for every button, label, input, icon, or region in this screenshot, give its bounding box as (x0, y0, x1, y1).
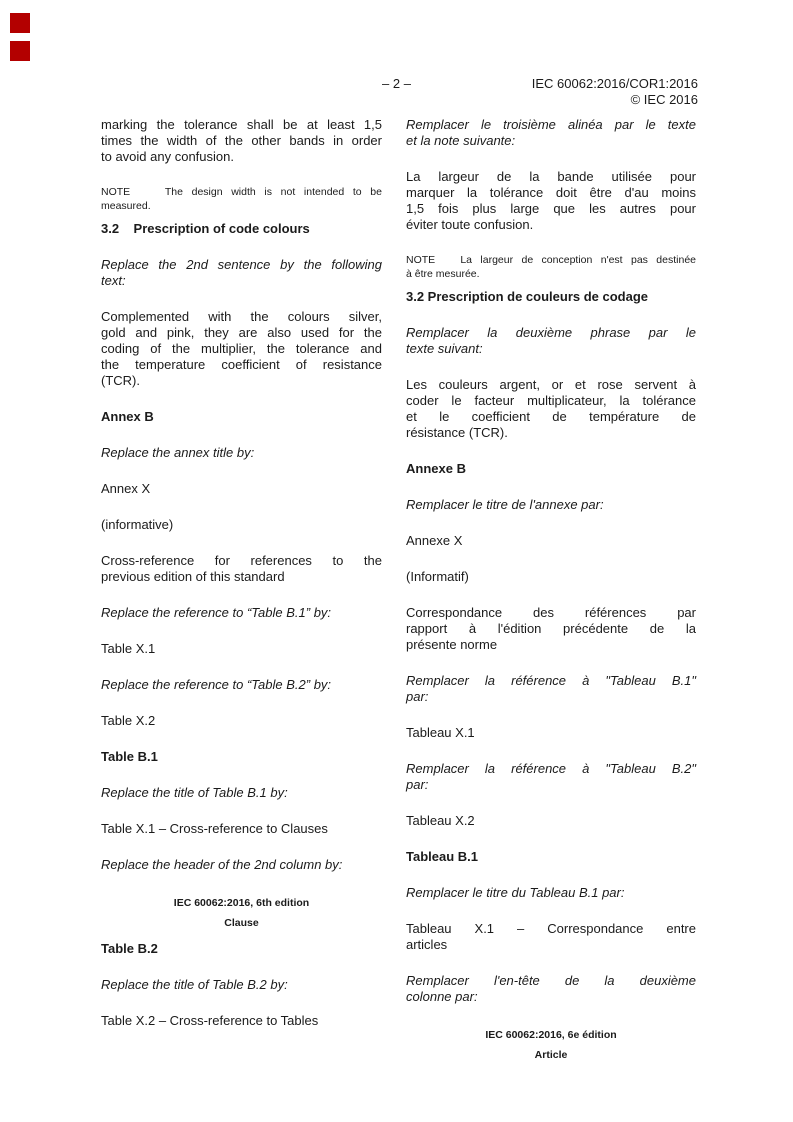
text-line: Annex X (101, 481, 151, 496)
paragraph (101, 1013, 382, 1029)
text-line: rapport à l'édition précédente de la (406, 621, 696, 636)
text-line: 1,5 fois plus large que les autres pour (406, 201, 696, 216)
text-line: Les couleurs argent, or et rose servent à (406, 377, 696, 392)
text-line: Table X.2 (101, 713, 156, 728)
text-line: Remplacer le troisième alinéa par le texte (406, 117, 696, 132)
text-line: présente norme (406, 637, 498, 652)
paragraph (101, 713, 382, 729)
text-line: NOTE The design width is not intended to be (101, 186, 382, 198)
text-line: Correspondance des références par (406, 605, 696, 620)
paragraph (406, 569, 696, 585)
annex-table-heading (406, 461, 696, 477)
text-line: Table X.2 – Cross-reference to Tables (101, 1013, 319, 1028)
editorial-instruction (101, 257, 382, 289)
text-line: (informative) (101, 517, 174, 532)
document-reference: IEC 60062:2016/COR1:2016 (531, 76, 698, 91)
text-line: Table B.2 (101, 941, 158, 956)
text-line: 3.2 Prescription de couleurs de codage (406, 289, 649, 304)
editorial-instruction (101, 605, 382, 621)
text-line: Annex B (101, 409, 154, 424)
text-line: Remplacer la référence à "Tableau B.1" (406, 673, 696, 688)
section-heading (406, 289, 696, 305)
text-line: (TCR). (101, 373, 140, 388)
text-line: marking the tolerance shall be at least 1,5 (101, 117, 382, 132)
text-line: colonne par: (406, 989, 478, 1004)
paragraph (101, 821, 382, 837)
editorial-instruction (406, 325, 696, 357)
text-line: coding of the multiplier, the tolerance and (101, 341, 382, 356)
paragraph (406, 169, 696, 233)
text-line: measured. (101, 200, 151, 212)
text-line: texte suivant: (406, 341, 483, 356)
french-column (406, 117, 696, 1073)
text-line: Cross-reference for references to the (101, 553, 382, 568)
text-line: Annexe X (406, 533, 463, 548)
paragraph (101, 481, 382, 497)
paragraph (406, 605, 696, 653)
text-line: Article (534, 1049, 568, 1061)
editorial-instruction (406, 761, 696, 793)
column-header-label (101, 893, 382, 933)
editorial-instruction (101, 977, 382, 993)
text-line: Replace the title of Table B.2 by: (101, 977, 288, 992)
annex-table-heading (101, 409, 382, 425)
text-line: Table B.1 (101, 749, 158, 764)
annex-table-heading (101, 941, 382, 957)
text-line: articles (406, 937, 448, 952)
text-line: the temperature coefficient of resistance (101, 357, 382, 372)
text-line: éviter toute confusion. (406, 217, 534, 232)
text-line: (Informatif) (406, 569, 469, 584)
text-line: Tableau B.1 (406, 849, 479, 864)
editorial-instruction (101, 857, 382, 873)
paragraph (406, 533, 696, 549)
text-line: gold and pink, they are also used for the (101, 325, 382, 340)
text-line: et la note suivante: (406, 133, 516, 148)
text-line: Tableau X.1 – Correspondance entre (406, 921, 696, 936)
text-line: Table X.1 (101, 641, 156, 656)
text-line: to avoid any confusion. (101, 149, 234, 164)
text-line: Clause (224, 917, 259, 929)
editorial-instruction (101, 785, 382, 801)
text-line: Replace the reference to “Table B.2” by: (101, 677, 332, 692)
editorial-instruction (406, 973, 696, 1005)
note-paragraph (101, 185, 382, 213)
paragraph (101, 117, 382, 165)
editorial-instruction (406, 497, 696, 513)
text-line: IEC 60062:2016, 6e édition (485, 1029, 617, 1041)
text-line: text: (101, 273, 126, 288)
text-line: La largeur de la bande utilisée pour (406, 169, 696, 184)
paragraph (406, 813, 696, 829)
text-line: Annexe B (406, 461, 466, 476)
editorial-instruction (101, 677, 382, 693)
paragraph (101, 309, 382, 389)
annex-table-heading (101, 749, 382, 765)
paragraph (101, 517, 382, 533)
text-line: Replace the reference to “Table B.1” by: (101, 605, 332, 620)
text-line: NOTE La largeur de conception n'est pas destinée (406, 254, 696, 266)
text-line: à être mesurée. (406, 268, 480, 280)
text-line: Replace the annex title by: (101, 445, 255, 460)
text-line: Remplacer le titre du Tableau B.1 par: (406, 885, 625, 900)
text-line: par: (406, 689, 429, 704)
text-line: Replace the 2nd sentence by the following (101, 257, 382, 272)
copyright-notice: © IEC 2016 (630, 92, 698, 107)
text-line: Table X.1 – Cross-reference to Clauses (101, 821, 328, 836)
text-line: Remplacer l'en-tête de la deuxième (406, 973, 696, 988)
editorial-instruction (406, 885, 696, 901)
text-line: Complemented with the colours silver, (101, 309, 382, 324)
text-line: Replace the title of Table B.1 by: (101, 785, 288, 800)
paragraph (101, 641, 382, 657)
paragraph (406, 377, 696, 441)
text-line: times the width of the other bands in order (101, 133, 382, 148)
editorial-instruction (406, 117, 696, 149)
editorial-instruction (406, 673, 696, 705)
text-line: 3.2 Prescription of code colours (101, 221, 310, 236)
text-line: résistance (TCR). (406, 425, 508, 440)
text-line: Remplacer la référence à "Tableau B.2" (406, 761, 696, 776)
column-header-label (406, 1025, 696, 1065)
page-number: – 2 – (382, 76, 411, 91)
section-heading (101, 221, 382, 237)
document-header (532, 76, 698, 108)
text-line: marquer la tolérance doit être d'au moins (406, 185, 696, 200)
annex-table-heading (406, 849, 696, 865)
text-line: et le coefficient de température de (406, 409, 696, 424)
editorial-instruction (101, 445, 382, 461)
text-line: Tableau X.1 (406, 725, 475, 740)
text-line: Replace the header of the 2nd column by: (101, 857, 343, 872)
text-line: par: (406, 777, 429, 792)
text-line: Remplacer la deuxième phrase par le (406, 325, 696, 340)
paragraph (406, 725, 696, 741)
text-line: previous edition of this standard (101, 569, 285, 584)
text-line: Tableau X.2 (406, 813, 475, 828)
paragraph (101, 553, 382, 585)
red-marker-square-2 (10, 41, 30, 61)
note-paragraph (406, 253, 696, 281)
red-marker-square-1 (10, 13, 30, 33)
english-column (101, 117, 382, 1049)
paragraph (406, 921, 696, 953)
text-line: coder le facteur multiplicateur, la tolérance (406, 393, 696, 408)
text-line: Remplacer le titre de l'annexe par: (406, 497, 604, 512)
text-line: IEC 60062:2016, 6th edition (173, 897, 310, 909)
